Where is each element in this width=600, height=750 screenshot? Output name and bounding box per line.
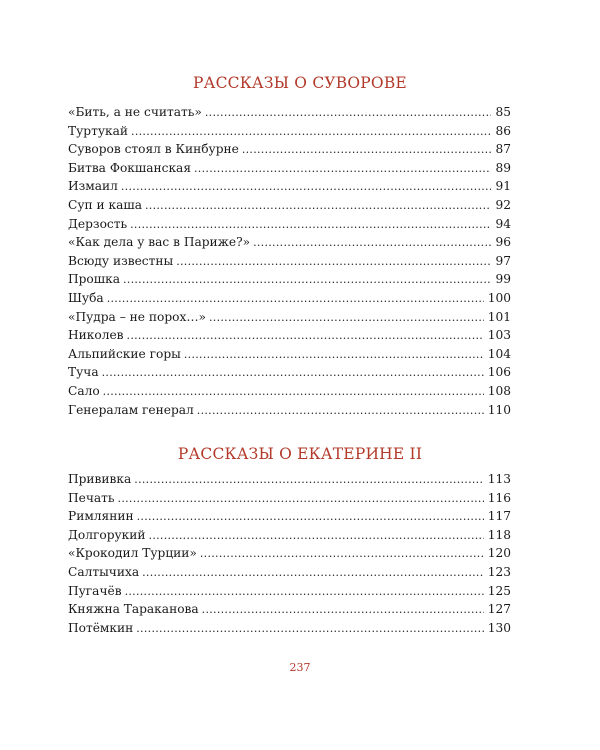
toc-entry: [68, 401, 511, 420]
toc-entry-title: Битва Фокшанская: [68, 160, 192, 175]
toc-leader-dots: [197, 402, 484, 421]
toc-entry-page: 120: [487, 546, 511, 561]
toc-leader-dots: [118, 490, 484, 509]
toc-entry-title: Суворов стоял в Кинбурне: [68, 142, 239, 157]
toc-entry: [68, 103, 511, 122]
toc-entry-page: 130: [487, 620, 511, 635]
toc-entry-title: Салтычиха: [68, 564, 140, 579]
toc-entry: [68, 326, 511, 345]
toc-entry-title: Печать: [68, 490, 115, 505]
toc-entry-title: Николев: [68, 328, 124, 343]
toc-leader-dots: [242, 141, 492, 160]
toc-entry-page: 123: [487, 564, 511, 579]
toc-entry-title: Альпийские горы: [68, 346, 181, 361]
toc-entry: [68, 345, 511, 364]
toc-entry-page: 85: [495, 105, 511, 119]
toc-entry-title: «Как дела у вас в Париже?»: [68, 235, 251, 250]
toc-entry-title: Туртукай: [68, 123, 129, 138]
toc-entry-page: 104: [487, 346, 511, 361]
toc-list-ekaterina: [68, 470, 511, 637]
toc-entry: [68, 582, 511, 601]
toc-entry-page: 103: [487, 328, 511, 343]
toc-entry-title: Сало: [68, 383, 100, 398]
toc-leader-dots: [137, 508, 484, 527]
toc-entry-page: 110: [487, 402, 511, 417]
toc-leader-dots: [205, 104, 492, 123]
toc-entry-title: Княжна Тараканова: [68, 602, 199, 617]
toc-entry-title: Измаил: [68, 179, 118, 194]
toc-entry-title: Всюду известны: [68, 253, 174, 268]
toc-leader-dots: [184, 346, 484, 365]
toc-entry-title: «Пудра – не порох…»: [68, 309, 206, 324]
toc-leader-dots: [149, 527, 484, 546]
page-number: 237: [289, 661, 311, 674]
toc-leader-dots: [200, 545, 484, 564]
toc-entry: [68, 507, 511, 526]
toc-entry-page: 116: [487, 490, 511, 505]
toc-leader-dots: [142, 564, 484, 583]
toc-entry-title: Дерзость: [68, 216, 128, 231]
toc-leader-dots: [134, 471, 483, 490]
toc-leader-dots: [253, 234, 491, 253]
toc-leader-dots: [145, 197, 492, 216]
toc-leader-dots: [107, 290, 484, 309]
toc-entry: [68, 308, 511, 327]
toc-entry: [68, 177, 511, 196]
toc-entry-page: 100: [487, 290, 511, 305]
toc-entry: [68, 489, 511, 508]
toc-entry: [68, 252, 511, 271]
toc-leader-dots: [209, 309, 484, 328]
toc-entry-page: 125: [487, 583, 511, 598]
toc-leader-dots: [130, 216, 491, 235]
toc-entry-page: 86: [495, 123, 511, 138]
toc-entry-title: «Бить, а не считать»: [68, 105, 202, 119]
toc-leader-dots: [125, 583, 484, 602]
toc-entry-page: 99: [495, 272, 511, 287]
toc-entry-page: 97: [495, 253, 511, 268]
toc-entry-title: Пугачёв: [68, 583, 122, 598]
toc-entry-title: Долгорукий: [68, 527, 146, 542]
toc-entry-page: 91: [495, 179, 511, 194]
toc-entry: [68, 196, 511, 215]
toc-entry-title: Шуба: [68, 290, 104, 305]
toc-entry-page: 117: [487, 509, 511, 524]
toc-entry-title: «Крокодил Турции»: [68, 546, 197, 561]
toc-entry-page: 96: [495, 235, 511, 250]
toc-entry: [68, 159, 511, 178]
toc-entry-page: 89: [495, 160, 511, 175]
toc-entry: [68, 382, 511, 401]
toc-entry: [68, 363, 511, 382]
toc-entry: [68, 233, 511, 252]
toc-entry: [68, 470, 511, 489]
toc-entry: [68, 619, 511, 638]
toc-leader-dots: [194, 160, 491, 179]
toc-entry-page: 113: [487, 472, 511, 486]
toc-entry-page: 94: [495, 216, 511, 231]
toc-leader-dots: [127, 327, 484, 346]
toc-list-suvorov: [68, 103, 511, 419]
toc-entry-title: Потёмкин: [68, 620, 134, 635]
toc-entry-title: Прививка: [68, 472, 132, 486]
toc-entry-page: 106: [487, 365, 511, 380]
toc-leader-dots: [131, 123, 491, 142]
toc-leader-dots: [136, 620, 483, 639]
toc-entry: [68, 122, 511, 141]
toc-entry-title: Суп и каша: [68, 197, 142, 212]
toc-entry: [68, 544, 511, 563]
toc-entry: [68, 563, 511, 582]
toc-entry-title: Туча: [68, 365, 99, 380]
toc-leader-dots: [102, 364, 484, 383]
toc-entry: [68, 289, 511, 308]
toc-entry-page: 108: [487, 383, 511, 398]
toc-entry-page: 92: [495, 197, 511, 212]
toc-entry-title: Прошка: [68, 272, 120, 287]
toc-entry: [68, 270, 511, 289]
section-title-ekaterina: РАССКАЗЫ О ЕКАТЕРИНЕ II: [177, 445, 423, 463]
toc-entry-page: 101: [487, 309, 511, 324]
toc-leader-dots: [123, 271, 492, 290]
toc-entry-title: Римлянин: [68, 509, 134, 524]
toc-entry-title: Генералам генерал: [68, 402, 194, 417]
section-title-suvorov: РАССКАЗЫ О СУВОРОВЕ: [193, 74, 407, 92]
toc-entry: [68, 526, 511, 545]
toc-entry: [68, 140, 511, 159]
toc-leader-dots: [103, 383, 484, 402]
toc-entry-page: 127: [487, 602, 511, 617]
toc-entry-page: 118: [487, 527, 511, 542]
toc-entry-page: 87: [495, 142, 511, 157]
toc-leader-dots: [176, 253, 491, 272]
toc-leader-dots: [121, 178, 492, 197]
toc-leader-dots: [202, 601, 484, 620]
toc-entry: [68, 215, 511, 234]
toc-entry: [68, 600, 511, 619]
